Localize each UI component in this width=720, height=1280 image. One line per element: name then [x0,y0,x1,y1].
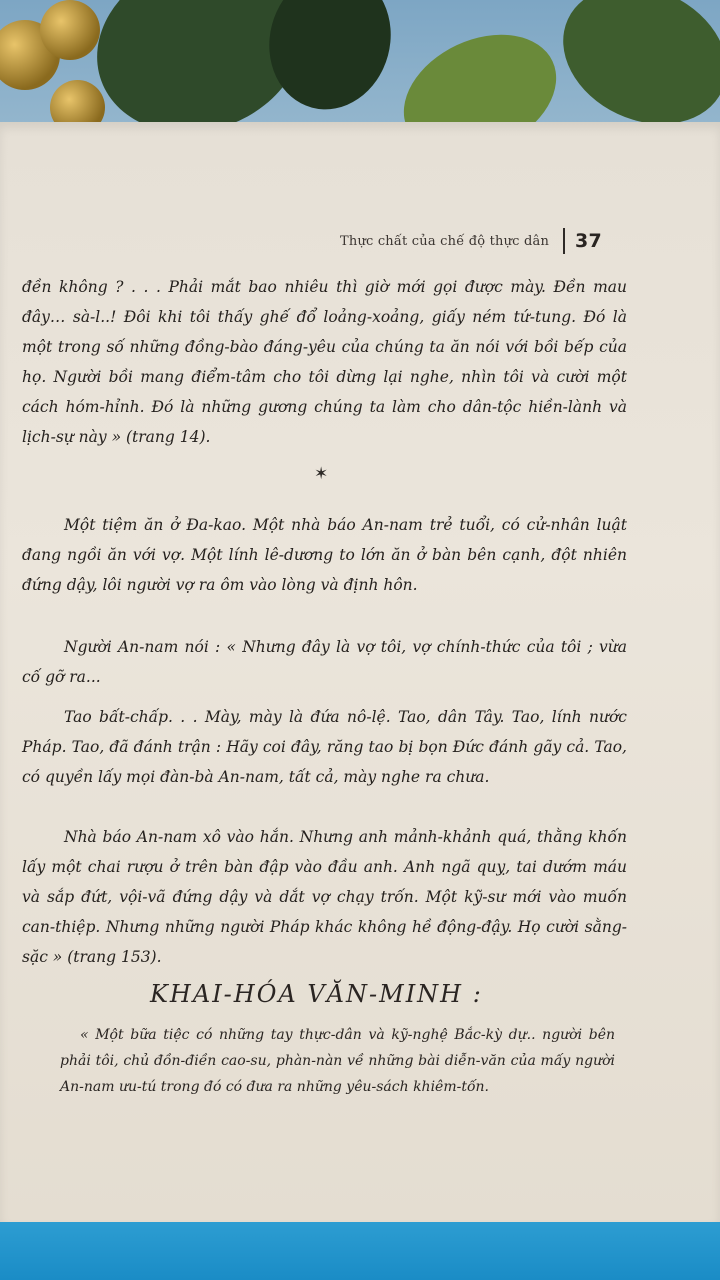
running-head-title: Thực chất của chế độ thực dân [340,233,550,249]
paragraph [22,510,627,600]
section-heading: KHAI-HÓA VĂN-MINH : [150,980,483,1008]
paragraph [22,702,627,792]
paragraph-text: Tao bất-chấp. . . Mày, mày là đứa nô-lệ. Tao, dân Tây. Tao, lính nước Pháp. Tao, đã đánh trận : Hãy coi đây, răng tao bị bọn Đức đánh gãy cả. Tao, có quyền lấy mọi đàn-bà An-nam, tất cả, mày nghe ra chưa. [22,708,627,786]
running-head [340,226,640,256]
running-head-divider [563,228,565,254]
paragraph-continued [22,272,627,452]
book-page [0,122,720,1222]
quote-text: « Một bữa tiệc có những tay thực-dân và kỹ-nghệ Bắc-kỳ dự.. người bên phải tôi, chủ đồn-điền cao-su, phàn-nàn về những bài diễn-văn của mấy người An-nam ưu-tú trong đó có đưa ra những yêu-sách khiêm-tốn. [60,1027,615,1095]
ornament-bauble [40,0,100,60]
background-surface [0,1215,720,1280]
paragraph-text: Một tiệm ăn ở Đa-kao. Một nhà báo An-nam trẻ tuổi, có cử-nhân luật đang ngồi ăn với vợ. Một lính lê-dương to lớn ăn ở bàn bên cạnh, đột nhiên đứng dậy, lôi người vợ ra ôm vào lòng và định hôn. [22,516,627,594]
quote-paragraph [60,1022,615,1100]
paragraph-text: Nhà báo An-nam xô vào hắn. Nhưng anh mảnh-khảnh quá, thằng khốn lấy một chai rượu ở trên bàn đập vào đầu anh. Anh ngã quỵ, tai dướm máu và sắp đứt, vội-vã đứng dậy và dắt vợ chạy trốn. Một kỹ-sư mới vào muốn can-thiệp. Nhưng những người Pháp khác không hề động-đậy. Họ cười sằng-sặc » (trang 153). [22,828,627,966]
paragraph-text: đền không ? . . . Phải mắt bao nhiêu thì giờ mới gọi được mày. Đền mau đây… sà-l..! Đôi khi tôi thấy ghế đổ loảng-xoảng, giấy ném tứ-tung. Đó là một trong số những đồng-bào đáng-yêu của chúng ta ăn nói với bồi bếp của họ. Người bồi mang điểm-tâm cho tôi dừng lại nghe, nhìn tôi và cười một cách hóm-hỉnh. Đó là những gương chúng ta làm cho dân-tộc hiền-lành và lịch-sự này » (trang 14). [22,278,627,446]
paragraph-text: Người An-nam nói : « Nhưng đây là vợ tôi, vợ chính-thức của tôi ; vừa cố gỡ ra... [22,638,627,686]
section-separator-star: ✶ [314,464,329,484]
paragraph [22,822,627,972]
page-number: 37 [575,230,602,252]
paragraph [22,632,627,692]
